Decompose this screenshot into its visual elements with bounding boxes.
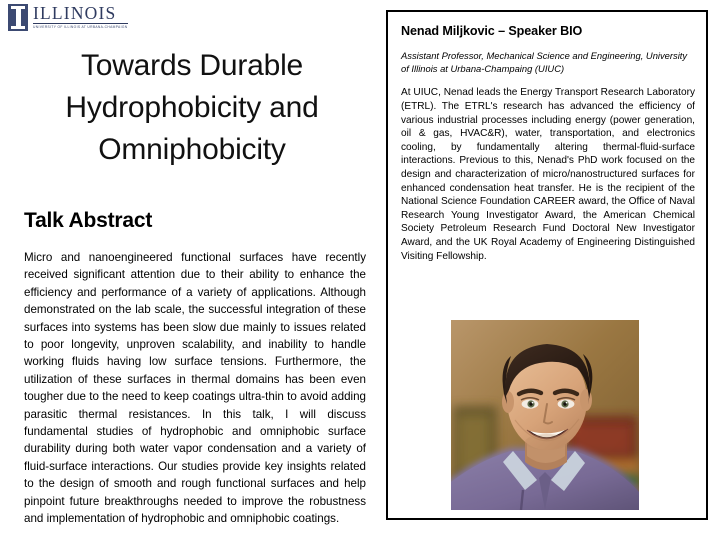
illinois-block-i-icon — [8, 4, 28, 31]
illinois-logo — [8, 4, 128, 34]
page-title: Towards Durable Hydrophobicity and Omniphobicity — [65, 49, 319, 166]
speaker-bio-text: At UIUC, Nenad leads the Energy Transport Research Laboratory (ETRL). The ETRL's research has advanced the efficiency of various industrial processes including energy (power generation, oil & gas, HVAC&R), water, transportation, and electronics cooling, by fundamentally altering thermal-fluid-surface interactions. Previous to this, Nenad's PhD work focused on the design and characterization of micro/nanostructured surfaces for enhanced condensation heat transfer. He is the recipient of the National Science Foundation CAREER award, the Office of Naval Research Young Investigator Award, the American Chemical Society Petroleum Research Fund Doctoral New Investigator Award, and the UK Royal Academy of Engineering Distinguished Visiting Fellowship. — [401, 87, 695, 262]
abstract-heading: Talk Abstract — [24, 209, 153, 232]
speaker-bio-content — [401, 24, 695, 263]
speaker-bio-title: Nenad Miljkovic – Speaker BIO — [401, 24, 583, 38]
logo-wordmark: ILLINOIS — [33, 3, 117, 23]
logo-tagline: UNIVERSITY OF ILLINOIS AT URBANA-CHAMPAIGN — [33, 25, 128, 29]
speaker-affiliation: Assistant Professor, Mechanical Science and Engineering, University of Illinois at Urbana-Champaing (UIUC) — [401, 50, 688, 75]
speaker-photo — [451, 320, 639, 510]
logo-text-group — [33, 4, 128, 30]
abstract-body-text: Micro and nanoengineered functional surfaces have recently received significant attention due to their ability to enhance the efficiency and performance of a variety of applications. Although demonstrated on the lab scale, the successful integration of these surfaces into systems has been slow due mainly to issues related to poor longevity, unproven scalability, and inability to handle working fluids having low surface tensions. Furthermore, the utilization of these surfaces in thermal domains has been even tougher due to the need to keep coatings ultra-thin to avoid adding parasitic thermal resistances. In this talk, I will discuss fundamental studies of hydrophobic and omniphobic surface durability during both water vapor condensation and a variety of fluid-surface interactions. Our studies provide key insights related to the design of smooth and rough functional surfaces and help pinpoint future breakthroughs needed to improve the robustness and implementation of hydrophobic and omniphobic coatings. — [24, 251, 366, 526]
